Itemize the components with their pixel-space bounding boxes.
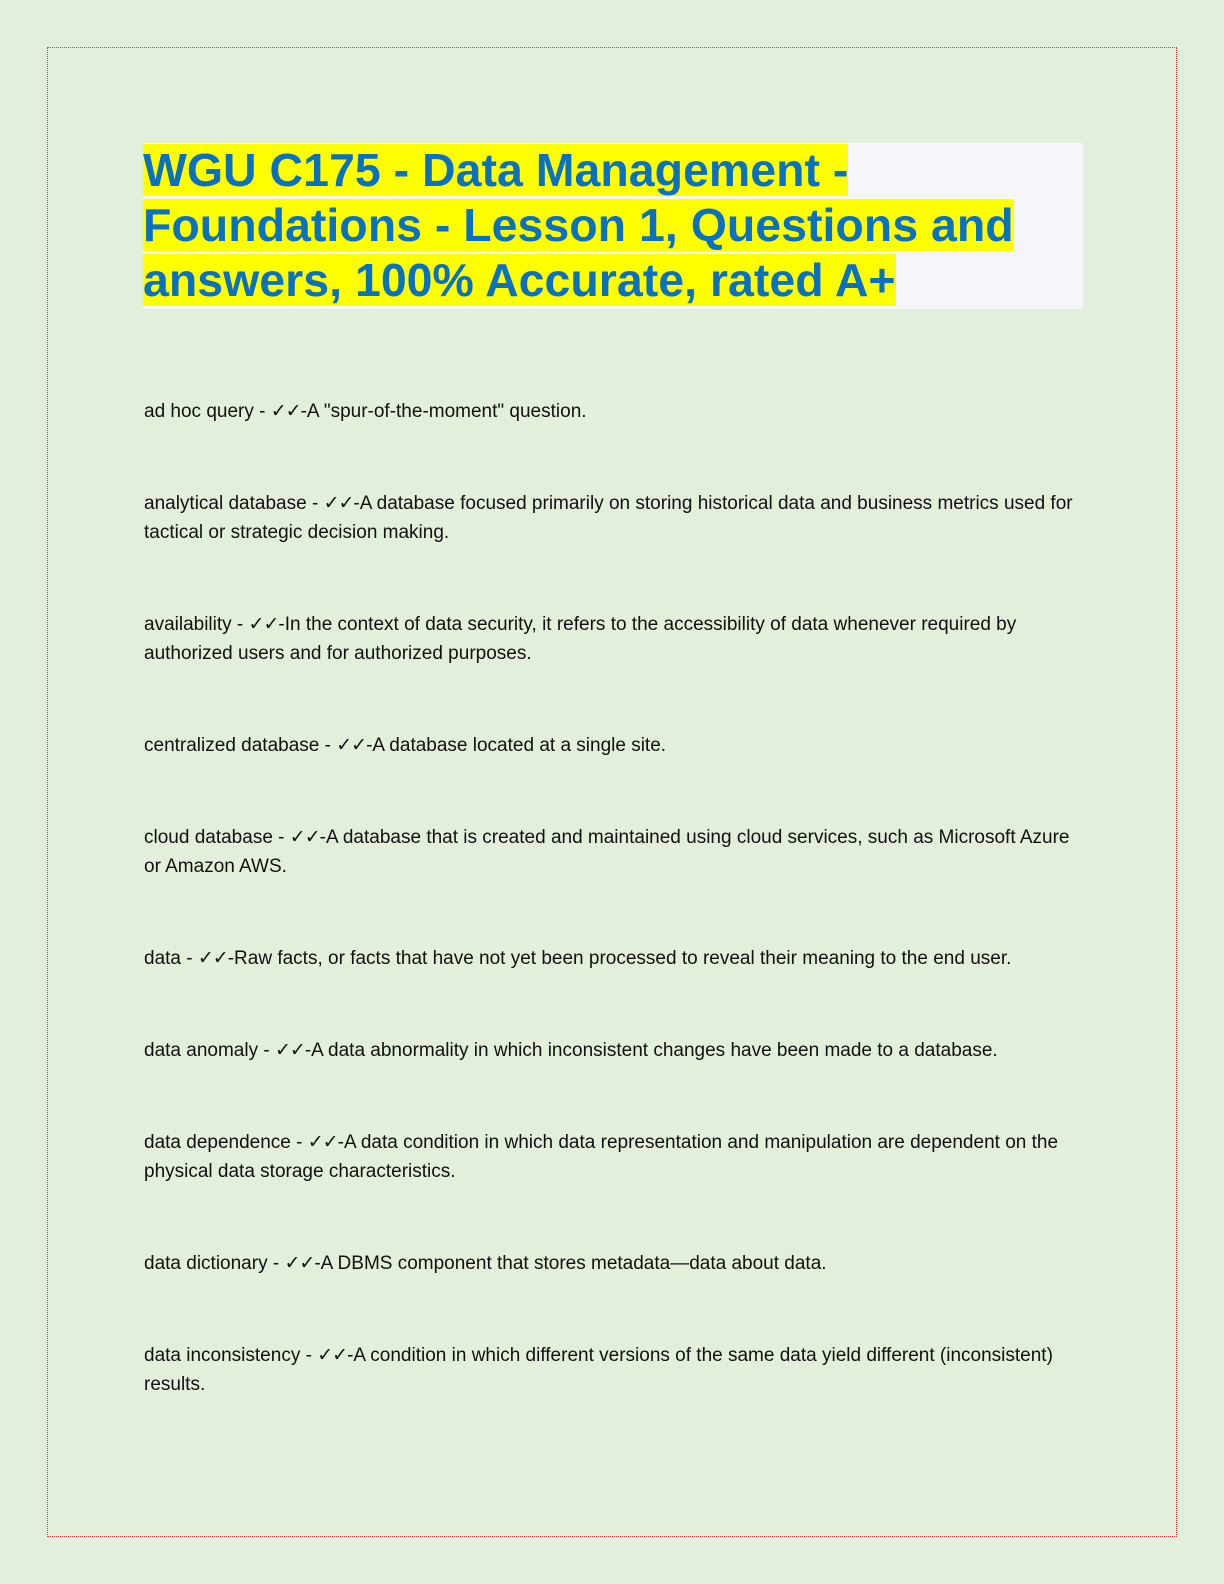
separator: - <box>258 1040 275 1061</box>
separator: - <box>253 401 271 422</box>
qa-entry <box>144 1036 1084 1065</box>
entry-term: data anomaly <box>144 1040 259 1061</box>
answer-prefix: - <box>300 401 307 422</box>
double-check-icon: ✓✓ <box>323 492 354 514</box>
separator: - <box>306 493 324 514</box>
double-check-icon: ✓✓ <box>307 1131 338 1153</box>
qa-entry <box>144 610 1084 668</box>
qa-entry <box>144 397 1084 426</box>
entry-definition: In the context of data security, it refers to the accessibility of data whenever required by authorized users and for authorized purposes. <box>144 614 1017 664</box>
entry-term: data dictionary <box>144 1253 268 1274</box>
qa-entry <box>144 1249 1084 1278</box>
entry-definition: A database focused primarily on storing historical data and business metrics used for tactical or strategic decision making. <box>144 493 1073 543</box>
entry-term: ad hoc query <box>144 401 254 422</box>
page-title <box>143 143 1083 308</box>
qa-entry <box>144 823 1084 881</box>
entry-definition: A DBMS component that stores metadata—data about data. <box>320 1253 827 1274</box>
entry-definition: A data condition in which data representation and manipulation are dependent on the physical data storage characteristics. <box>144 1132 1059 1182</box>
entry-definition: A database that is created and maintained using cloud services, such as Microsoft Azure or Amazon AWS. <box>144 827 1070 877</box>
entry-term: data dependence <box>144 1132 291 1153</box>
double-check-icon: ✓✓ <box>284 1252 315 1274</box>
answer-prefix: - <box>304 1040 312 1061</box>
qa-entry <box>144 944 1084 973</box>
entry-term: data inconsistency <box>144 1345 301 1366</box>
double-check-icon: ✓✓ <box>317 1344 348 1366</box>
entry-definition: A data abnormality in which inconsistent changes have been made to a database. <box>311 1040 998 1061</box>
entry-definition: Raw facts, or facts that have not yet been processed to reveal their meaning to the end user. <box>234 948 1012 969</box>
entry-definition: A database located at a single site. <box>372 735 667 756</box>
answer-prefix: - <box>366 735 373 756</box>
answer-prefix: - <box>314 1253 321 1274</box>
double-check-icon: ✓✓ <box>336 734 367 756</box>
entry-term: availability <box>144 614 232 635</box>
answer-prefix: - <box>278 614 285 635</box>
answer-prefix: - <box>319 827 326 848</box>
separator: - <box>272 827 290 848</box>
answer-prefix: - <box>337 1132 344 1153</box>
double-check-icon: ✓✓ <box>197 947 228 969</box>
entry-term: centralized database <box>144 735 320 756</box>
separator: - <box>231 614 249 635</box>
double-check-icon: ✓✓ <box>274 1039 305 1061</box>
entry-definition: A condition in which different versions of the same data yield different (inconsistent) results. <box>144 1345 1053 1395</box>
entry-term: data <box>144 948 181 969</box>
entry-definition: A "spur-of-the-moment" question. <box>306 401 587 422</box>
separator: - <box>319 735 337 756</box>
double-check-icon: ✓✓ <box>270 400 301 422</box>
answer-prefix: - <box>353 493 360 514</box>
separator: - <box>300 1345 318 1366</box>
separator: - <box>180 948 198 969</box>
title-block <box>143 143 1083 309</box>
entry-term: analytical database <box>144 493 307 514</box>
answer-prefix: - <box>227 948 235 969</box>
answer-prefix: - <box>347 1345 354 1366</box>
qa-entry <box>144 1128 1084 1186</box>
qa-entry <box>144 731 1084 760</box>
entry-term: cloud database <box>144 827 273 848</box>
qa-entry <box>144 1341 1084 1399</box>
page-title-text: WGU C175 - Data Management - Foundations - Lesson 1, Questions and answers, 100% Accurate, rated A+ <box>143 144 1014 306</box>
qa-entry <box>144 489 1084 547</box>
separator: - <box>290 1132 308 1153</box>
double-check-icon: ✓✓ <box>248 613 279 635</box>
separator: - <box>267 1253 285 1274</box>
double-check-icon: ✓✓ <box>289 826 320 848</box>
